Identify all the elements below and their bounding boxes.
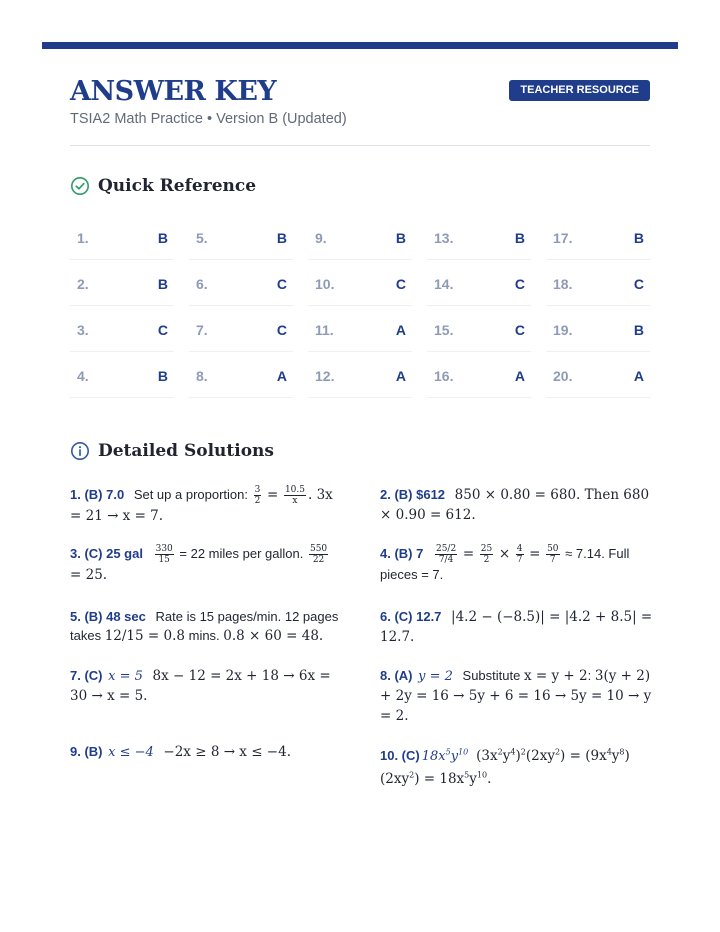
solution-lead: 6. (C) 12.7 xyxy=(380,609,442,624)
solution-lead: 9. (B) xyxy=(70,744,103,759)
answer-letter: B xyxy=(633,321,644,338)
question-number: 1. xyxy=(77,229,89,246)
quick-reference-label: Quick Reference xyxy=(98,176,257,196)
fraction: $\frac{25}{2}$ xyxy=(480,544,493,566)
solution-lead: 5. (B) 48 sec xyxy=(70,609,146,624)
solution-math: 3(y + 2) + 2y = 16 → 5y + 6 = 16 → 5y = 10 → y = 2. xyxy=(380,668,652,724)
quick-reference-heading xyxy=(70,176,256,196)
solution-lead-math: x ≤ −4 xyxy=(108,745,154,760)
question-number: 11. xyxy=(315,321,334,338)
solution-6 xyxy=(380,607,655,647)
solution-lead: 2. (B) $612 xyxy=(380,487,446,502)
solution-math: = xyxy=(462,546,475,562)
question-number: 18. xyxy=(553,275,573,292)
answer-cell xyxy=(308,262,412,306)
answer-cell xyxy=(189,262,293,306)
solution-math: = xyxy=(267,487,279,503)
question-number: 3. xyxy=(77,321,89,338)
solution-lead: 4. (B) 7 xyxy=(380,546,424,561)
solution-math: = 25. xyxy=(70,567,108,584)
question-number: 9. xyxy=(315,229,327,246)
solution-5 xyxy=(70,607,345,646)
solution-math: 850 × 0.80 = 680. Then 680 × 0.90 = 612. xyxy=(380,487,650,523)
question-number: 4. xyxy=(77,367,89,384)
question-number: 19. xyxy=(553,321,573,338)
answer-letter: C xyxy=(157,321,168,338)
answer-cell xyxy=(427,216,531,260)
question-number: 10. xyxy=(315,275,335,292)
page-subtitle: TSIA2 Math Practice • Version B (Updated) xyxy=(70,111,347,127)
answer-letter: B xyxy=(157,275,168,292)
answer-letter: C xyxy=(514,275,525,292)
answer-letter: B xyxy=(633,229,644,246)
answer-letter: A xyxy=(395,321,406,338)
fraction: $\frac{550}{22}$ xyxy=(309,544,328,566)
solution-math: x = y + 2 xyxy=(523,668,588,684)
question-number: 2. xyxy=(77,275,89,292)
fraction: $\frac{10.5}{x}$ xyxy=(284,485,305,507)
answer-letter: B xyxy=(157,367,168,384)
answer-cell xyxy=(189,308,293,352)
question-number: 7. xyxy=(196,321,208,338)
answer-letter: A xyxy=(276,367,287,384)
solution-math: × xyxy=(498,546,511,562)
answer-letter: A xyxy=(514,367,525,384)
answer-letter: C xyxy=(276,275,287,292)
page-title: ANSWER KEY xyxy=(70,76,277,107)
answer-cell xyxy=(189,354,293,398)
answer-letter: C xyxy=(633,275,644,292)
solution-math: −2x ≥ 8 → x ≤ −4. xyxy=(163,744,291,760)
solution-text: Set up a proportion: xyxy=(133,487,249,502)
solution-text: : xyxy=(587,668,592,683)
solution-math: 0.8 × 60 = 48. xyxy=(223,628,324,644)
solution-text: Substitute xyxy=(462,668,521,683)
solution-math: |4.2 − (−8.5)| = |4.2 + 8.5| = 12.7. xyxy=(380,609,653,645)
question-number: 8. xyxy=(196,367,208,384)
answer-cell xyxy=(546,262,650,306)
solution-10 xyxy=(380,742,655,789)
solution-lead: 10. (C) xyxy=(380,747,420,763)
top-accent-bar xyxy=(42,42,678,49)
teacher-resource-badge: TEACHER RESOURCE xyxy=(509,80,650,101)
solution-lead: 7. (C) xyxy=(70,668,103,683)
solution-3 xyxy=(70,544,345,585)
solution-math: 8x − 12 = 2x + 18 → 6x = 30 → x = 5. xyxy=(70,668,331,704)
answer-cell xyxy=(70,262,174,306)
solution-math: = xyxy=(529,546,541,562)
fraction: $\frac{330}{15}$ xyxy=(155,544,173,566)
info-circle-icon xyxy=(70,441,90,461)
solution-lead-math: x = 5 xyxy=(108,669,143,684)
solution-text: ≈ 7.14. Full pieces = 7. xyxy=(380,546,630,583)
answer-letter: B xyxy=(276,229,287,246)
answer-cell xyxy=(546,308,650,352)
question-number: 17. xyxy=(553,229,573,246)
answer-cell xyxy=(427,308,531,352)
answer-letter: C xyxy=(395,275,406,292)
solution-4 xyxy=(380,544,655,584)
check-circle-icon xyxy=(70,176,90,196)
answer-cell xyxy=(308,308,412,352)
answer-cell xyxy=(189,216,293,260)
answer-cell xyxy=(427,262,531,306)
solution-lead-math: $18x^5y^{10}$ xyxy=(421,747,469,764)
answer-cell xyxy=(70,216,174,260)
answer-cell xyxy=(308,216,412,260)
solution-math: . 3x = 21 → x = 7. xyxy=(70,487,333,525)
solution-text: = 22 miles per gallon. xyxy=(179,546,304,561)
question-number: 13. xyxy=(434,229,454,246)
answer-letter: B xyxy=(514,229,525,246)
solution-2 xyxy=(380,485,655,525)
question-number: 14. xyxy=(434,275,454,292)
solution-lead: 1. (B) 7.0 xyxy=(70,487,125,502)
solution-lead-math: y = 2 xyxy=(418,669,453,684)
question-number: 20. xyxy=(553,367,573,384)
question-number: 6. xyxy=(196,275,208,292)
fraction: $\frac{50}{7}$ xyxy=(547,544,559,566)
solution-9 xyxy=(70,742,345,762)
question-number: 15. xyxy=(434,321,454,338)
solution-text: Rate is 15 pages/min. 12 pages takes xyxy=(70,609,339,643)
answer-cell xyxy=(70,354,174,398)
detailed-solutions-heading xyxy=(70,441,274,461)
answer-letter: C xyxy=(276,321,287,338)
answer-cell xyxy=(308,354,412,398)
answer-cell xyxy=(427,354,531,398)
answer-cell xyxy=(70,308,174,352)
answer-cell xyxy=(546,354,650,398)
detailed-solutions-label: Detailed Solutions xyxy=(98,441,274,461)
solution-8 xyxy=(380,666,655,726)
question-number: 16. xyxy=(434,367,454,384)
solution-lead: 3. (C) 25 gal xyxy=(70,546,143,561)
solution-7 xyxy=(70,666,345,706)
fraction: $\frac{3}{2}$ xyxy=(254,485,261,507)
answer-letter: B xyxy=(157,229,168,246)
answer-letter: A xyxy=(395,367,406,384)
fraction: $\frac{4}{7}$ xyxy=(516,544,523,566)
solution-1 xyxy=(70,485,345,526)
question-number: 5. xyxy=(196,229,208,246)
question-number: 12. xyxy=(315,367,335,384)
solution-math: 12/15 = 0.8 xyxy=(104,628,185,644)
solution-text: mins. xyxy=(188,628,220,643)
solution-math: $(3x^2y^4)^2(2xy^2) = (9x^4y^8)(2xy^2) = 18x^5y^{10}$. xyxy=(380,747,630,787)
answer-cell xyxy=(546,216,650,260)
header-divider xyxy=(70,145,650,146)
answer-grid xyxy=(70,216,650,398)
solution-lead: 8. (A) xyxy=(380,668,413,683)
fraction: $\frac{25/2}{7/4}$ xyxy=(435,544,457,566)
answer-letter: C xyxy=(514,321,525,338)
answer-letter: A xyxy=(633,367,644,384)
answer-letter: B xyxy=(395,229,406,246)
